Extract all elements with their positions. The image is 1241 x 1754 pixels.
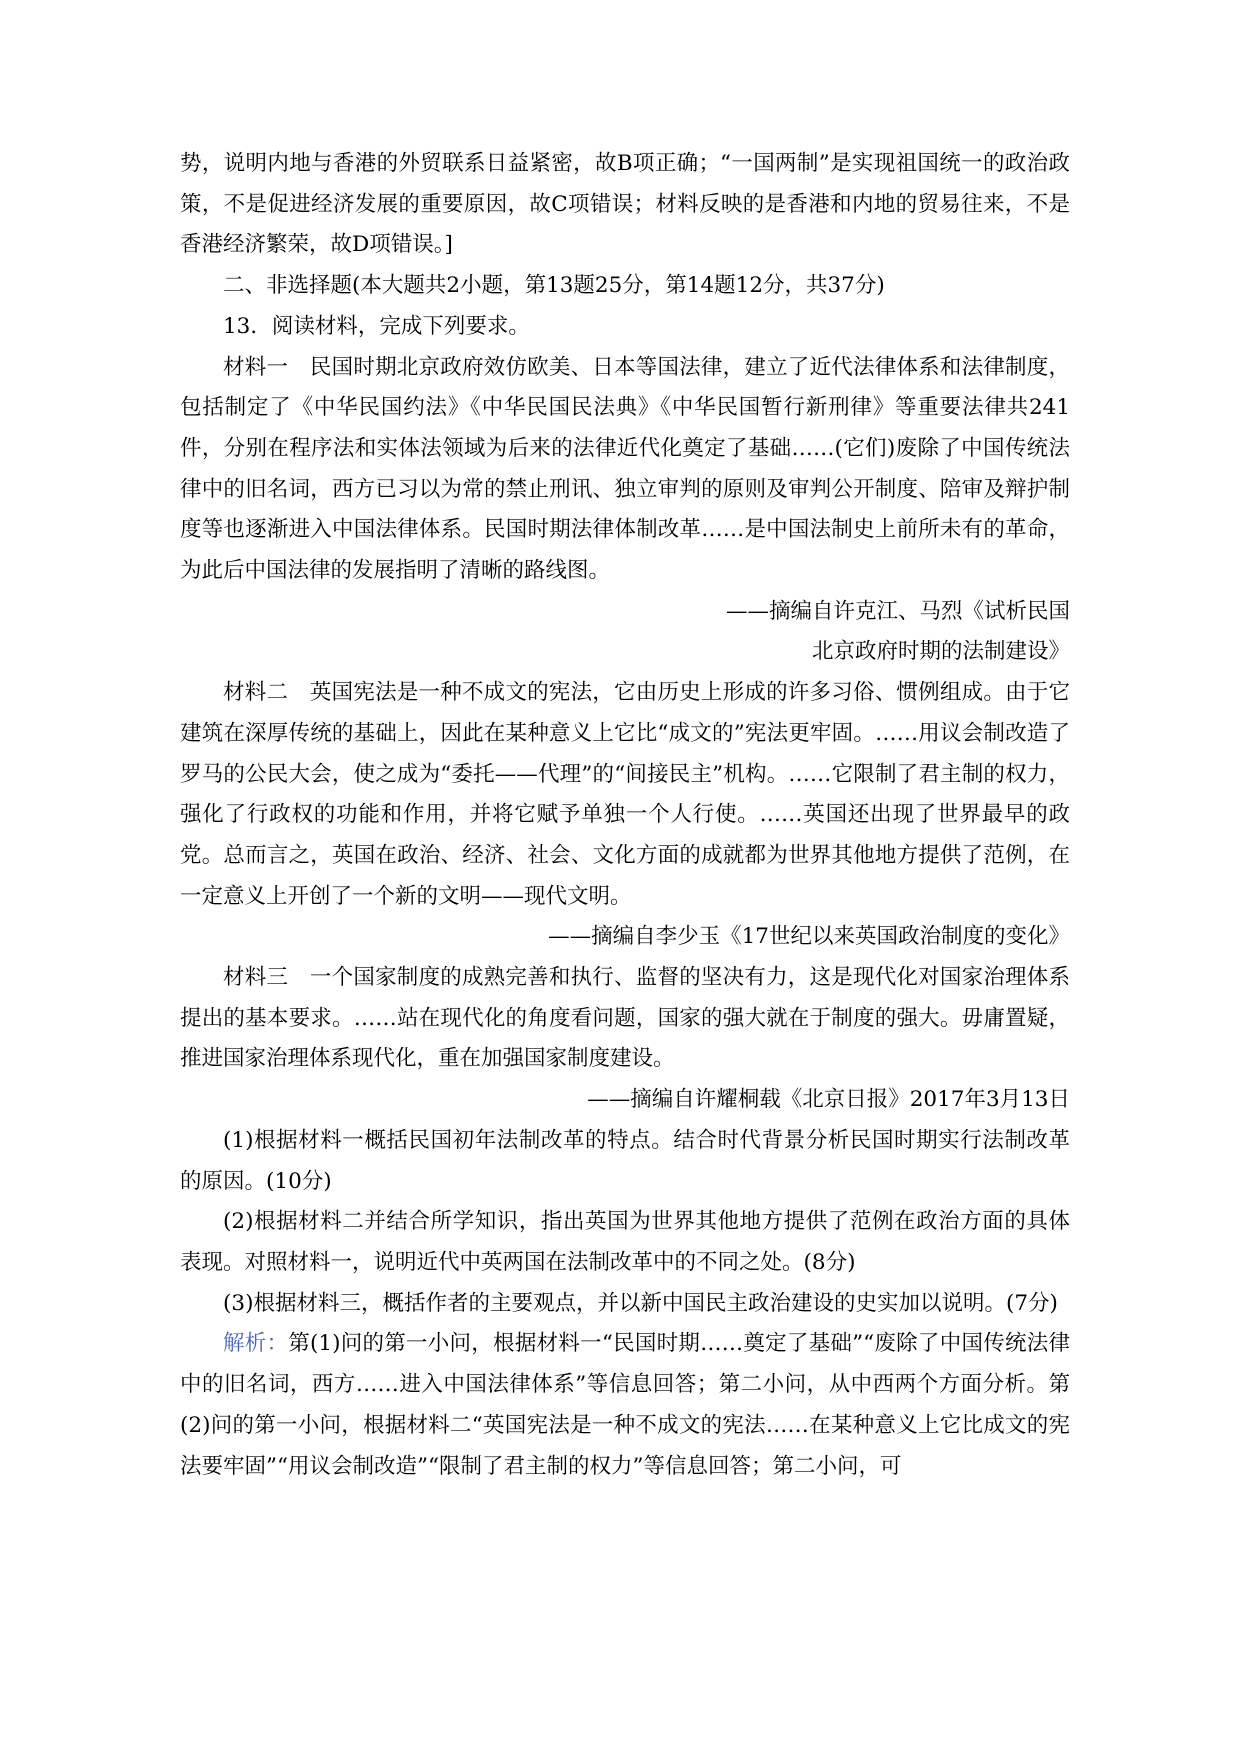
material-one-text: 材料一 民国时期北京政府效仿欧美、日本等国法律，建立了近代法律体系和法律制度，包括制定了《中华民国约法》《中华民国民法典》《中华民国暂行新刑律》等重要法律共241件，分别在程序法和实体法领域为后来的法律近代化奠定了基础……(它们)废除了中国传统法律中的旧名词，西方已习以为常的禁止刑讯、独立审判的原则及审判公开制度、陪审及辩护制度等也逐渐进入中国法律体系。民国时期法律体制改革……是中国法制史上前所未有的革命，为此后中国法律的发展指明了清晰的路线图。	[180, 354, 1070, 584]
material-two-source: ——摘编自李少玉《17世纪以来英国政治制度的变化》	[548, 924, 1070, 950]
material-three-text: 材料三 一个国家制度的成熟完善和执行、监督的坚决有力，这是现代化对国家治理体系提出的基本要求。……站在现代化的角度看问题，国家的强大就在于制度的强大。毋庸置疑，推进国家治理体系现代化，重在加强国家制度建设。	[180, 965, 1070, 1072]
document-page	[180, 144, 1070, 1487]
material-one-source-line2: 北京政府时期的法制建设》	[811, 639, 1070, 665]
analysis-paragraph	[180, 1324, 1070, 1487]
material-one-source-line1: ——摘编自许克江、马烈《试析民国	[725, 598, 1070, 624]
material-three-source: ——摘编自许耀桐载《北京日报》2017年3月13日	[587, 1087, 1070, 1113]
question-2: (2)根据材料二并结合所学知识，指出英国为世界其他地方提供了范例在政治方面的具体表现。对照材料一，说明近代中英两国在法制改革中的不同之处。(8分)	[180, 1209, 1070, 1275]
question-1: (1)根据材料一概括民国初年法制改革的特点。结合时代背景分析民国时期实行法制改革的原因。(10分)	[180, 1127, 1070, 1194]
analysis-text: 第(1)问的第一小问，根据材料一“民国时期……奠定了基础”“废除了中国传统法律中的旧名词，西方……进入中国法律体系”等信息回答；第二小问，从中西两个方面分析。第(2)问的第一小问，根据材料二“英国宪法是一种不成文的宪法……在某种意义上它比成文的宪法要牢固”“用议会制改造”“限制了君主制的权力”等信息回答；第二小问，可	[180, 1331, 1070, 1479]
previous-answer-tail: 势，说明内地与香港的外贸联系日益紧密，故B项正确；“一国两制”是实现祖国统一的政治政策，不是促进经济发展的重要原因，故C项错误；材料反映的是香港和内地的贸易往来，不是香港经济繁荣，故D项错误。]	[180, 151, 1070, 258]
question-intro: 13．阅读材料，完成下列要求。	[223, 313, 530, 339]
material-two-text: 材料二 英国宪法是一种不成文的宪法，它由历史上形成的许多习俗、惯例组成。由于它建筑在深厚传统的基础上，因此在某种意义上它比“成文的”宪法更牢固。……用议会制改造了罗马的公民大会，使之成为“委托——代理”的“间接民主”机构。……它限制了君主制的权力，强化了行政权的功能和作用，并将它赋予单独一个人行使。……英国还出现了世界最早的政党。总而言之，英国在政治、经济、社会、文化方面的成就都为世界其他地方提供了范例，在一定意义上开创了一个新的文明——现代文明。	[180, 680, 1070, 909]
analysis-label: 解析：	[223, 1331, 289, 1357]
question-3: (3)根据材料三，概括作者的主要观点，并以新中国民主政治建设的史实加以说明。(7分)	[223, 1290, 1058, 1316]
section-heading: 二、非选择题(本大题共2小题，第13题25分，第14题12分，共37分)	[223, 273, 885, 299]
